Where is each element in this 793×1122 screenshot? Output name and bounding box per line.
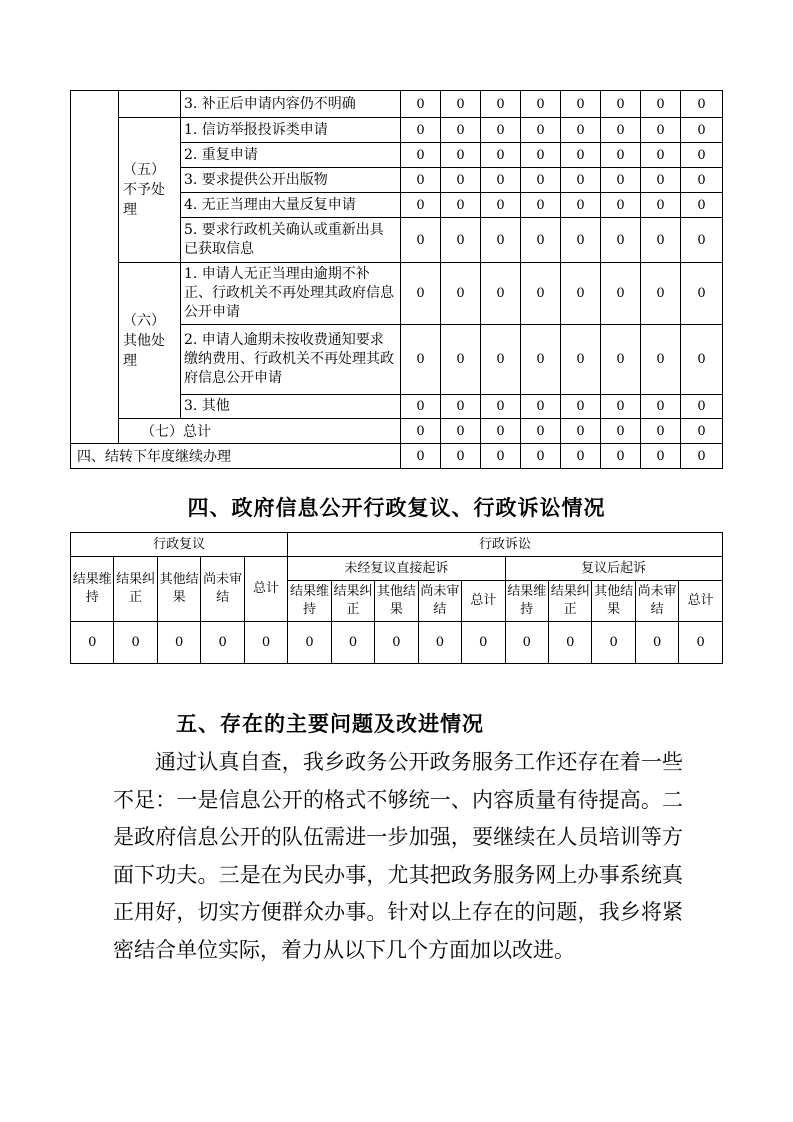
value-cell: 0	[441, 168, 481, 193]
group-label-cell: （五）不予处理	[119, 118, 181, 263]
leaf-header-cell: 总计	[244, 557, 287, 622]
sub-header-cell: 未经复议直接起诉	[288, 557, 505, 581]
value-cell: 0	[679, 622, 722, 664]
leaf-header-cell: 尚未审结	[201, 557, 244, 622]
group-label-cell: （六）其他处理	[119, 263, 181, 419]
value-cell: 0	[641, 263, 681, 325]
value-cell: 0	[601, 168, 641, 193]
value-cell: 0	[561, 325, 601, 395]
leaf-header-cell: 总计	[462, 581, 505, 622]
item-label-cell: 3. 补正后申请内容仍不明确	[181, 91, 401, 118]
value-cell: 0	[462, 622, 505, 664]
value-cell: 0	[505, 622, 548, 664]
continued-spacer-cell	[71, 91, 119, 444]
value-cell: 0	[641, 118, 681, 143]
item-label-cell: 1. 申请人无正当理由逾期不补正、行政机关不再处理其政府信息公开申请	[181, 263, 401, 325]
value-cell: 0	[481, 91, 521, 118]
value-cell: 0	[401, 118, 441, 143]
sub-header-cell: 复议后起诉	[505, 557, 722, 581]
value-cell: 0	[521, 143, 561, 168]
section-4-title: 四、政府信息公开行政复议、行政诉讼情况	[187, 497, 606, 520]
value-cell: 0	[641, 419, 681, 444]
value-cell: 0	[681, 168, 723, 193]
leaf-header-cell: 其他结果	[375, 581, 418, 622]
leaf-header-cell: 总计	[679, 581, 722, 622]
value-cell: 0	[681, 395, 723, 419]
value-cell: 0	[521, 263, 561, 325]
value-cell: 0	[401, 263, 441, 325]
value-cell: 0	[681, 444, 723, 469]
value-cell: 0	[441, 395, 481, 419]
leaf-header-cell: 其他结果	[592, 581, 635, 622]
value-cell: 0	[401, 168, 441, 193]
leaf-header-cell: 尚未审结	[635, 581, 678, 622]
value-cell: 0	[481, 444, 521, 469]
table-row	[71, 91, 723, 118]
value-cell: 0	[521, 168, 561, 193]
top-header-cell: 行政复议	[71, 533, 288, 557]
value-cell: 0	[549, 622, 592, 664]
value-cell: 0	[401, 143, 441, 168]
table-row	[71, 533, 723, 557]
value-cell: 0	[561, 218, 601, 263]
leaf-header-cell: 其他结果	[157, 557, 200, 622]
value-cell: 0	[601, 444, 641, 469]
value-cell: 0	[441, 444, 481, 469]
section-5-title: 五、存在的主要问题及改进情况	[176, 713, 484, 736]
value-cell: 0	[521, 419, 561, 444]
value-cell: 0	[601, 218, 641, 263]
value-cell: 0	[601, 325, 641, 395]
value-cell: 0	[641, 193, 681, 218]
value-cell: 0	[561, 395, 601, 419]
leaf-header-cell: 尚未审结	[418, 581, 461, 622]
application-processing-table	[70, 90, 723, 469]
value-cell: 0	[441, 91, 481, 118]
top-header-cell: 行政诉讼	[288, 533, 723, 557]
value-cell: 0	[681, 143, 723, 168]
value-cell: 0	[441, 419, 481, 444]
value-cell: 0	[521, 91, 561, 118]
value-cell: 0	[681, 218, 723, 263]
application-processing-table-body	[71, 91, 723, 469]
value-cell: 0	[561, 419, 601, 444]
value-cell: 0	[601, 419, 641, 444]
value-cell: 0	[641, 91, 681, 118]
value-cell: 0	[521, 395, 561, 419]
value-cell: 0	[401, 193, 441, 218]
leaf-header-cell: 结果维持	[505, 581, 548, 622]
item-label-cell: 3. 要求提供公开出版物	[181, 168, 401, 193]
value-cell: 0	[401, 444, 441, 469]
value-cell: 0	[481, 143, 521, 168]
value-cell: 0	[601, 91, 641, 118]
table-row	[71, 444, 723, 469]
value-cell: 0	[521, 218, 561, 263]
item-label-cell: 1. 信访举报投诉类申请	[181, 118, 401, 143]
item-label-cell: 2. 重复申请	[181, 143, 401, 168]
value-cell: 0	[375, 622, 418, 664]
leaf-header-cell: 结果纠正	[114, 557, 157, 622]
value-cell: 0	[681, 263, 723, 325]
value-cell: 0	[561, 91, 601, 118]
value-cell: 0	[641, 325, 681, 395]
value-cell: 0	[331, 622, 374, 664]
value-cell: 0	[481, 168, 521, 193]
value-cell: 0	[71, 622, 114, 664]
value-cell: 0	[561, 143, 601, 168]
value-cell: 0	[601, 193, 641, 218]
value-cell: 0	[521, 444, 561, 469]
value-cell: 0	[201, 622, 244, 664]
value-cell: 0	[601, 395, 641, 419]
review-litigation-table-body	[71, 533, 723, 664]
value-cell: 0	[681, 91, 723, 118]
leaf-header-cell: 结果维持	[288, 581, 331, 622]
group-label-cell	[119, 91, 181, 118]
total-label-cell: （七）总计	[119, 419, 401, 444]
value-cell: 0	[561, 193, 601, 218]
table-row	[71, 263, 723, 325]
value-cell: 0	[441, 193, 481, 218]
item-label-cell: 2. 申请人逾期未按收费通知要求缴纳费用、行政机关不再处理其政府信息公开申请	[181, 325, 401, 395]
value-cell: 0	[681, 325, 723, 395]
value-cell: 0	[681, 419, 723, 444]
value-cell: 0	[681, 118, 723, 143]
value-cell: 0	[481, 193, 521, 218]
value-cell: 0	[157, 622, 200, 664]
value-cell: 0	[561, 263, 601, 325]
item-label-cell: 4. 无正当理由大量反复申请	[181, 193, 401, 218]
value-cell: 0	[401, 325, 441, 395]
carryover-label-cell: 四、结转下年度继续办理	[71, 444, 401, 469]
table-row	[71, 557, 723, 581]
value-cell: 0	[521, 325, 561, 395]
item-label-cell: 3. 其他	[181, 395, 401, 419]
value-cell: 0	[418, 622, 461, 664]
value-cell: 0	[401, 419, 441, 444]
value-cell: 0	[592, 622, 635, 664]
value-cell: 0	[441, 263, 481, 325]
table-row	[71, 118, 723, 143]
value-cell: 0	[114, 622, 157, 664]
leaf-header-cell: 结果纠正	[331, 581, 374, 622]
value-cell: 0	[601, 263, 641, 325]
value-cell: 0	[244, 622, 287, 664]
value-cell: 0	[481, 395, 521, 419]
value-cell: 0	[481, 118, 521, 143]
value-cell: 0	[401, 218, 441, 263]
value-cell: 0	[601, 118, 641, 143]
value-cell: 0	[401, 395, 441, 419]
value-cell: 0	[441, 143, 481, 168]
value-cell: 0	[641, 395, 681, 419]
value-cell: 0	[681, 193, 723, 218]
leaf-header-cell: 结果纠正	[549, 581, 592, 622]
value-cell: 0	[641, 218, 681, 263]
value-cell: 0	[521, 118, 561, 143]
value-cell: 0	[481, 325, 521, 395]
value-cell: 0	[288, 622, 331, 664]
table-row	[71, 419, 723, 444]
value-cell: 0	[635, 622, 678, 664]
section-5-paragraph: 通过认真自查，我乡政务公开政务服务工作还存在着一些不足：一是信息公开的格式不够统一、内容质量有待提高。二是政府信息公开的队伍需进一步加强，要继续在人员培训等方面下功夫。三是在为民办事，尤其把政务服务网上办事系统真正用好，切实方便群众办事。针对以上存在的问题，我乡将紧密结合单位实际，着力从以下几个方面加以改进。	[113, 750, 683, 962]
item-label-cell: 5. 要求行政机关确认或重新出具已获取信息	[181, 218, 401, 263]
leaf-header-cell: 结果维持	[71, 557, 114, 622]
value-cell: 0	[561, 444, 601, 469]
value-cell: 0	[441, 118, 481, 143]
table-row	[71, 622, 723, 664]
value-cell: 0	[401, 91, 441, 118]
value-cell: 0	[521, 193, 561, 218]
value-cell: 0	[481, 263, 521, 325]
value-cell: 0	[641, 143, 681, 168]
value-cell: 0	[641, 168, 681, 193]
value-cell: 0	[641, 444, 681, 469]
value-cell: 0	[481, 419, 521, 444]
value-cell: 0	[441, 218, 481, 263]
value-cell: 0	[481, 218, 521, 263]
value-cell: 0	[561, 118, 601, 143]
value-cell: 0	[441, 325, 481, 395]
review-litigation-table	[70, 532, 723, 664]
value-cell: 0	[601, 143, 641, 168]
value-cell: 0	[561, 168, 601, 193]
